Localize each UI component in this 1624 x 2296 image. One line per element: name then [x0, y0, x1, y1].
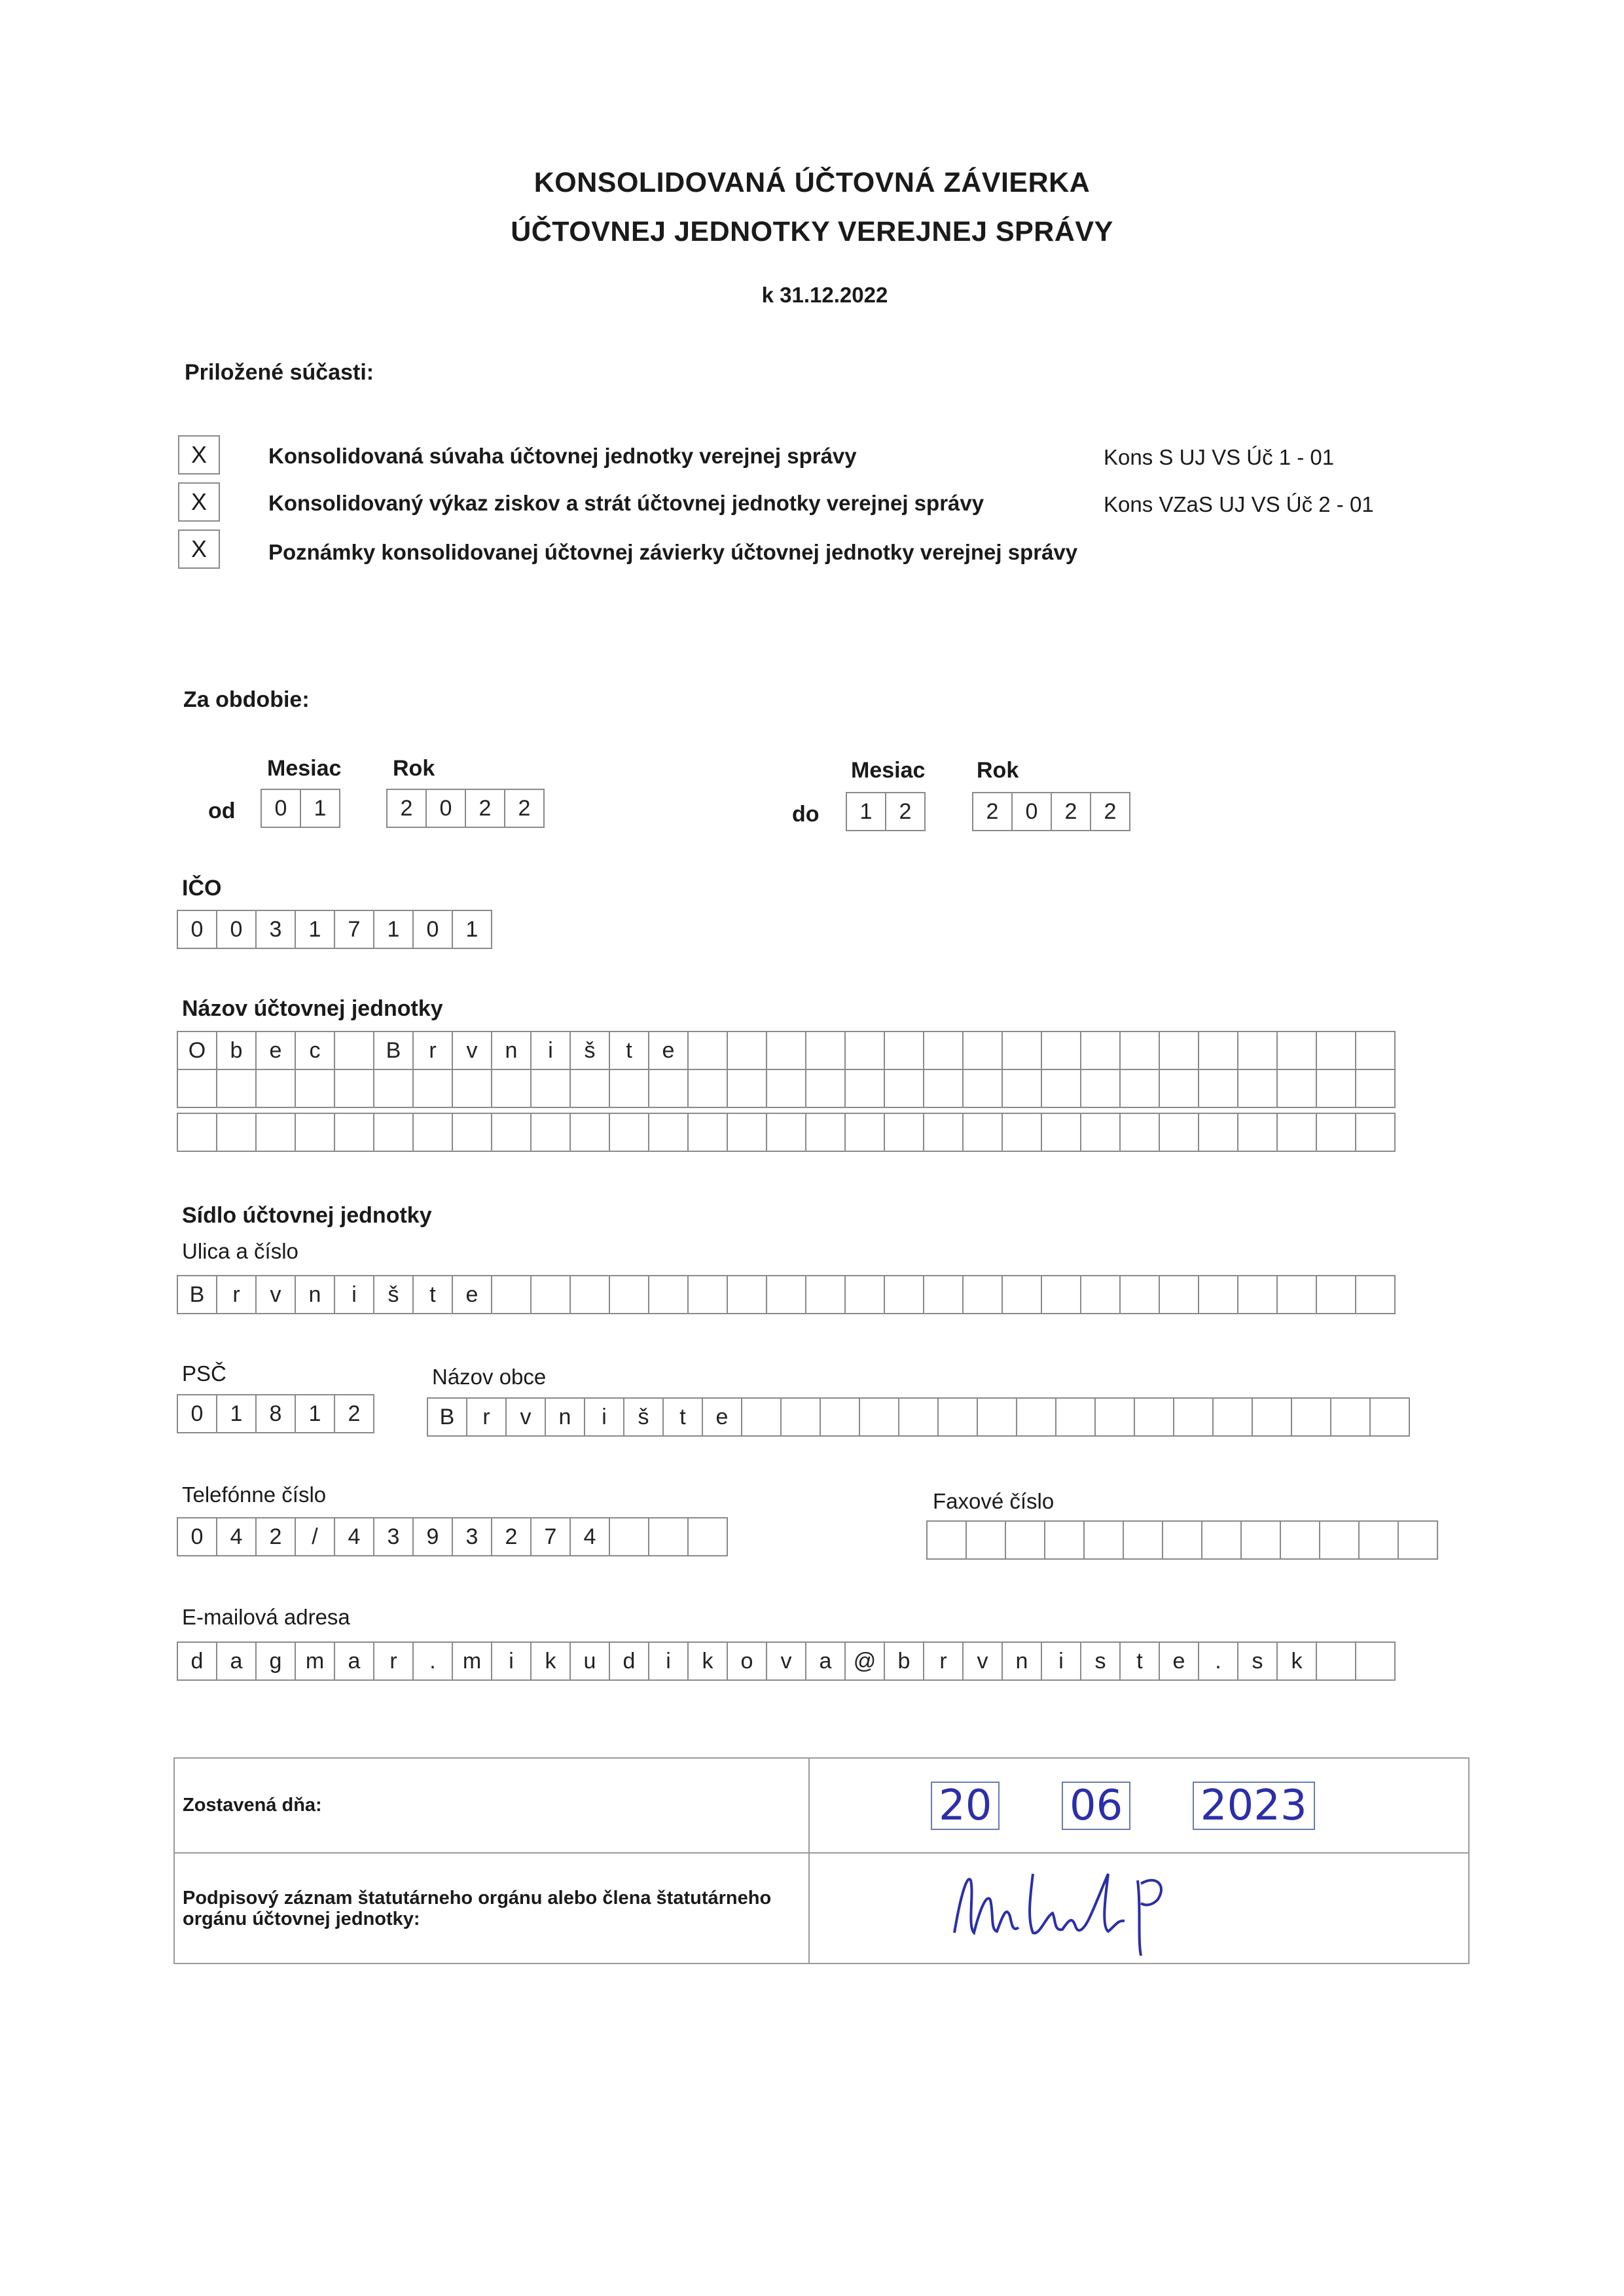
digit-cell: 1 — [295, 910, 335, 949]
to-month-field[interactable] — [846, 792, 926, 831]
char-cell — [687, 1113, 728, 1152]
handwritten-signature — [941, 1854, 1269, 1959]
char-cell: 4 — [334, 1517, 374, 1556]
char-cell — [1276, 1069, 1317, 1108]
street-label: Ulica a číslo — [182, 1239, 298, 1263]
char-cell — [1159, 1113, 1199, 1152]
char-cell: r — [412, 1031, 453, 1070]
char-cell — [1094, 1397, 1135, 1437]
char-cell — [780, 1397, 821, 1437]
char-cell — [1041, 1031, 1081, 1070]
char-cell — [609, 1275, 649, 1314]
char-cell — [1201, 1520, 1242, 1560]
phone-field[interactable] — [177, 1517, 728, 1556]
char-cell: i — [1041, 1641, 1081, 1681]
char-cell — [859, 1397, 899, 1437]
char-cell — [1119, 1069, 1160, 1108]
char-cell — [648, 1069, 689, 1108]
char-cell — [1198, 1069, 1238, 1108]
char-cell — [977, 1397, 1017, 1437]
char-cell — [530, 1275, 571, 1314]
char-cell — [1237, 1069, 1278, 1108]
char-cell — [727, 1275, 767, 1314]
zip-field[interactable] — [177, 1394, 374, 1433]
compiled-label-cell — [174, 1758, 809, 1853]
char-cell — [452, 1113, 492, 1152]
digit-cell: 3 — [255, 910, 296, 949]
char-cell: š — [569, 1031, 610, 1070]
char-cell: v — [255, 1275, 296, 1314]
char-cell — [1055, 1397, 1096, 1437]
compiled-label: Zostavená dňa: — [183, 1795, 322, 1816]
char-cell — [1316, 1031, 1356, 1070]
char-cell — [1276, 1031, 1317, 1070]
char-cell: @ — [844, 1641, 885, 1681]
char-cell — [373, 1069, 414, 1108]
char-cell — [1005, 1520, 1045, 1560]
char-cell — [648, 1275, 689, 1314]
compiled-year: 2023 — [1193, 1782, 1315, 1830]
char-cell — [1237, 1275, 1278, 1314]
char-cell: / — [295, 1517, 335, 1556]
char-cell — [412, 1113, 453, 1152]
attachment-label-2: Konsolidovaný výkaz ziskov a strát účtovnej jednotky verejnej správy — [268, 491, 984, 515]
form-title-line1: KONSOLIDOVANÁ ÚČTOVNÁ ZÁVIERKA — [533, 167, 1091, 198]
from-label: od — [208, 798, 236, 823]
char-cell — [491, 1069, 532, 1108]
char-cell — [1016, 1397, 1056, 1437]
fax-field[interactable] — [926, 1520, 1438, 1560]
char-cell — [884, 1031, 924, 1070]
char-cell: n — [491, 1031, 532, 1070]
char-cell — [1119, 1113, 1160, 1152]
char-cell — [216, 1069, 257, 1108]
char-cell — [609, 1069, 649, 1108]
char-cell — [1041, 1275, 1081, 1314]
char-cell: 4 — [569, 1517, 610, 1556]
seat-label: Sídlo účtovnej jednotky — [182, 1203, 432, 1228]
char-cell — [1080, 1069, 1121, 1108]
city-label: Názov obce — [432, 1365, 547, 1389]
char-cell: n — [1001, 1641, 1042, 1681]
char-cell — [727, 1113, 767, 1152]
char-cell — [923, 1069, 964, 1108]
char-cell — [965, 1520, 1006, 1560]
char-cell: š — [623, 1397, 664, 1437]
attachment-checkbox-1[interactable]: X — [178, 435, 220, 475]
digit-cell: 2 — [386, 789, 427, 828]
char-cell — [295, 1069, 335, 1108]
char-cell — [334, 1069, 374, 1108]
street-field[interactable] — [177, 1275, 1396, 1314]
char-cell — [1001, 1113, 1042, 1152]
char-cell: B — [373, 1031, 414, 1070]
char-cell: a — [334, 1641, 374, 1681]
digit-cell: 1 — [373, 910, 414, 949]
digit-cell: 0 — [425, 789, 466, 828]
char-cell — [530, 1069, 571, 1108]
char-cell — [530, 1113, 571, 1152]
char-cell — [609, 1517, 649, 1556]
char-cell: n — [545, 1397, 585, 1437]
entity-name-row-2[interactable] — [177, 1069, 1396, 1108]
char-cell — [1198, 1031, 1238, 1070]
char-cell — [1237, 1031, 1278, 1070]
char-cell: 1 — [216, 1394, 257, 1433]
char-cell: e — [452, 1275, 492, 1314]
char-cell — [962, 1031, 1003, 1070]
signature-cell[interactable] — [809, 1853, 1469, 1964]
char-cell — [1237, 1113, 1278, 1152]
digit-cell: 2 — [465, 789, 505, 828]
char-cell — [687, 1517, 728, 1556]
char-cell — [1291, 1397, 1331, 1437]
char-cell — [884, 1069, 924, 1108]
char-cell: 2 — [255, 1517, 296, 1556]
char-cell — [569, 1113, 610, 1152]
char-cell — [1355, 1031, 1396, 1070]
char-cell — [766, 1113, 806, 1152]
char-cell: k — [530, 1641, 571, 1681]
char-cell: s — [1237, 1641, 1278, 1681]
email-field[interactable] — [177, 1641, 1396, 1681]
char-cell — [741, 1397, 782, 1437]
char-cell — [1319, 1520, 1360, 1560]
digit-cell: 1 — [300, 789, 340, 828]
char-cell — [844, 1031, 885, 1070]
char-cell: e — [702, 1397, 742, 1437]
char-cell: 4 — [216, 1517, 257, 1556]
char-cell — [1162, 1520, 1202, 1560]
char-cell — [1355, 1275, 1396, 1314]
digit-cell: 2 — [504, 789, 545, 828]
char-cell — [962, 1113, 1003, 1152]
char-cell — [1198, 1275, 1238, 1314]
char-cell — [884, 1113, 924, 1152]
char-cell: r — [466, 1397, 507, 1437]
char-cell — [334, 1113, 374, 1152]
to-month-label: Mesiac — [851, 758, 926, 783]
ico-field[interactable] — [177, 910, 492, 949]
digit-cell: 0 — [216, 910, 257, 949]
char-cell: 2 — [334, 1394, 374, 1433]
char-cell: 7 — [530, 1517, 571, 1556]
char-cell: t — [412, 1275, 453, 1314]
char-cell — [926, 1520, 967, 1560]
digit-cell: 2 — [1051, 792, 1091, 831]
char-cell — [1001, 1275, 1042, 1314]
char-cell — [1316, 1113, 1356, 1152]
char-cell — [937, 1397, 978, 1437]
char-cell — [1080, 1275, 1121, 1314]
digit-cell: 7 — [334, 910, 374, 949]
char-cell — [962, 1275, 1003, 1314]
char-cell — [1159, 1031, 1199, 1070]
char-cell — [805, 1069, 846, 1108]
char-cell: m — [295, 1641, 335, 1681]
char-cell — [569, 1275, 610, 1314]
char-cell — [1134, 1397, 1174, 1437]
char-cell — [687, 1275, 728, 1314]
entity-name-row-1[interactable] — [177, 1031, 1396, 1070]
char-cell: i — [334, 1275, 374, 1314]
char-cell — [1398, 1520, 1438, 1560]
char-cell — [177, 1069, 217, 1108]
char-cell — [844, 1275, 885, 1314]
char-cell — [609, 1113, 649, 1152]
char-cell: g — [255, 1641, 296, 1681]
char-cell — [1044, 1520, 1085, 1560]
char-cell — [648, 1517, 689, 1556]
char-cell: 8 — [255, 1394, 296, 1433]
char-cell: a — [216, 1641, 257, 1681]
char-cell — [491, 1113, 532, 1152]
char-cell — [569, 1069, 610, 1108]
char-cell — [648, 1113, 689, 1152]
attachment-code-2: Kons VZaS UJ VS Úč 2 - 01 — [1104, 492, 1374, 516]
digit-cell: 0 — [177, 910, 217, 949]
attachments-label: Priložené súčasti: — [185, 360, 374, 385]
char-cell — [1083, 1520, 1124, 1560]
char-cell — [1041, 1069, 1081, 1108]
char-cell: b — [884, 1641, 924, 1681]
char-cell — [1080, 1031, 1121, 1070]
char-cell: 3 — [452, 1517, 492, 1556]
char-cell: k — [1276, 1641, 1317, 1681]
to-year-label: Rok — [977, 758, 1019, 783]
digit-cell: 0 — [1011, 792, 1052, 831]
char-cell: i — [530, 1031, 571, 1070]
char-cell — [216, 1113, 257, 1152]
char-cell — [1212, 1397, 1253, 1437]
char-cell — [1355, 1641, 1396, 1681]
city-field[interactable] — [427, 1397, 1410, 1437]
char-cell: 1 — [295, 1394, 335, 1433]
char-cell: r — [216, 1275, 257, 1314]
char-cell: . — [412, 1641, 453, 1681]
char-cell — [1316, 1275, 1356, 1314]
char-cell — [334, 1031, 374, 1070]
char-cell — [687, 1069, 728, 1108]
char-cell — [766, 1069, 806, 1108]
char-cell — [1119, 1275, 1160, 1314]
char-cell — [1001, 1031, 1042, 1070]
char-cell — [766, 1275, 806, 1314]
char-cell: n — [295, 1275, 335, 1314]
char-cell: i — [648, 1641, 689, 1681]
char-cell — [962, 1069, 1003, 1108]
char-cell: t — [1119, 1641, 1160, 1681]
char-cell — [452, 1069, 492, 1108]
char-cell — [923, 1031, 964, 1070]
char-cell — [1369, 1397, 1410, 1437]
char-cell — [820, 1397, 860, 1437]
char-cell: š — [373, 1275, 414, 1314]
digit-cell: 1 — [846, 792, 886, 831]
attachment-code-1: Kons S UJ VS Úč 1 - 01 — [1104, 445, 1335, 469]
char-cell: m — [452, 1641, 492, 1681]
char-cell — [1316, 1641, 1356, 1681]
compiled-day: 20 — [931, 1782, 1000, 1830]
attachment-checkbox-3[interactable]: X — [178, 529, 220, 569]
char-cell — [898, 1397, 939, 1437]
char-cell — [766, 1031, 806, 1070]
char-cell: e — [1159, 1641, 1199, 1681]
char-cell — [805, 1275, 846, 1314]
char-cell: v — [505, 1397, 546, 1437]
char-cell — [255, 1113, 296, 1152]
digit-cell: 0 — [261, 789, 301, 828]
char-cell — [727, 1031, 767, 1070]
char-cell — [1119, 1031, 1160, 1070]
char-cell: 0 — [177, 1394, 217, 1433]
char-cell: 3 — [373, 1517, 414, 1556]
compiled-month: 06 — [1062, 1782, 1130, 1830]
char-cell: d — [177, 1641, 217, 1681]
form-date: k 31.12.2022 — [761, 283, 888, 307]
attachment-label-3: Poznámky konsolidovanej účtovnej závierky účtovnej jednotky verejnej správy — [268, 540, 1078, 564]
char-cell — [1159, 1069, 1199, 1108]
char-cell: d — [609, 1641, 649, 1681]
char-cell: k — [687, 1641, 728, 1681]
char-cell — [1316, 1069, 1356, 1108]
char-cell: i — [584, 1397, 624, 1437]
char-cell — [295, 1113, 335, 1152]
char-cell — [373, 1113, 414, 1152]
char-cell: e — [255, 1031, 296, 1070]
char-cell: a — [805, 1641, 846, 1681]
char-cell: 0 — [177, 1517, 217, 1556]
signature-label-cell — [174, 1853, 809, 1964]
char-cell — [1355, 1113, 1396, 1152]
char-cell — [923, 1275, 964, 1314]
char-cell: v — [962, 1641, 1003, 1681]
char-cell — [1159, 1275, 1199, 1314]
digit-cell: 2 — [885, 792, 926, 831]
char-cell: 2 — [491, 1517, 532, 1556]
zip-label: PSČ — [182, 1361, 226, 1386]
char-cell — [1198, 1113, 1238, 1152]
char-cell — [1280, 1520, 1320, 1560]
char-cell: t — [662, 1397, 703, 1437]
char-cell — [1080, 1113, 1121, 1152]
digit-cell: 0 — [412, 910, 453, 949]
char-cell: . — [1198, 1641, 1238, 1681]
char-cell — [412, 1069, 453, 1108]
char-cell: O — [177, 1031, 217, 1070]
entity-name-row-3[interactable] — [177, 1113, 1396, 1152]
char-cell: v — [766, 1641, 806, 1681]
char-cell: 9 — [412, 1517, 453, 1556]
char-cell — [1276, 1113, 1317, 1152]
ico-label: IČO — [182, 876, 222, 901]
char-cell — [1041, 1113, 1081, 1152]
char-cell — [1173, 1397, 1214, 1437]
char-cell: u — [569, 1641, 610, 1681]
from-month-label: Mesiac — [267, 756, 342, 781]
to-year-field[interactable] — [972, 792, 1130, 831]
char-cell: r — [923, 1641, 964, 1681]
char-cell: s — [1080, 1641, 1121, 1681]
digit-cell: 1 — [452, 910, 492, 949]
char-cell — [687, 1031, 728, 1070]
char-cell — [727, 1069, 767, 1108]
char-cell: r — [373, 1641, 414, 1681]
char-cell: c — [295, 1031, 335, 1070]
attachment-checkbox-2[interactable]: X — [178, 482, 220, 522]
char-cell — [1276, 1275, 1317, 1314]
signature-label: Podpisový záznam štatutárneho orgánu alebo člena štatutárneho orgánu účtovnej jednotky: — [183, 1887, 772, 1929]
char-cell — [255, 1069, 296, 1108]
char-cell: i — [491, 1641, 532, 1681]
char-cell: t — [609, 1031, 649, 1070]
char-cell: b — [216, 1031, 257, 1070]
period-label: Za obdobie: — [183, 687, 310, 712]
email-label: E-mailová adresa — [182, 1605, 350, 1629]
char-cell — [1252, 1397, 1292, 1437]
char-cell — [491, 1275, 532, 1314]
compiled-date-cell[interactable] — [809, 1758, 1469, 1853]
char-cell — [923, 1113, 964, 1152]
char-cell — [844, 1113, 885, 1152]
entity-name-label: Názov účtovnej jednotky — [182, 996, 443, 1021]
char-cell: e — [648, 1031, 689, 1070]
char-cell — [884, 1275, 924, 1314]
digit-cell: 2 — [1090, 792, 1130, 831]
char-cell — [805, 1031, 846, 1070]
from-month-field[interactable] — [261, 789, 340, 828]
from-year-label: Rok — [393, 756, 435, 781]
to-label: do — [792, 802, 820, 827]
fax-label: Faxové číslo — [933, 1489, 1055, 1513]
char-cell — [1240, 1520, 1281, 1560]
signature-table — [173, 1757, 1470, 1964]
char-cell: B — [177, 1275, 217, 1314]
char-cell — [177, 1113, 217, 1152]
char-cell — [1355, 1069, 1396, 1108]
char-cell — [844, 1069, 885, 1108]
char-cell — [1358, 1520, 1399, 1560]
char-cell: o — [727, 1641, 767, 1681]
char-cell — [1001, 1069, 1042, 1108]
char-cell: B — [427, 1397, 467, 1437]
char-cell — [805, 1113, 846, 1152]
char-cell: v — [452, 1031, 492, 1070]
char-cell — [1123, 1520, 1163, 1560]
phone-label: Telefónne číslo — [182, 1482, 327, 1507]
attachment-label-1: Konsolidovaná súvaha účtovnej jednotky verejnej správy — [268, 444, 857, 468]
digit-cell: 2 — [972, 792, 1013, 831]
char-cell — [1330, 1397, 1371, 1437]
from-year-field[interactable] — [386, 789, 545, 828]
form-title-line2: ÚČTOVNEJ JEDNOTKY VEREJNEJ SPRÁVY — [511, 216, 1113, 247]
